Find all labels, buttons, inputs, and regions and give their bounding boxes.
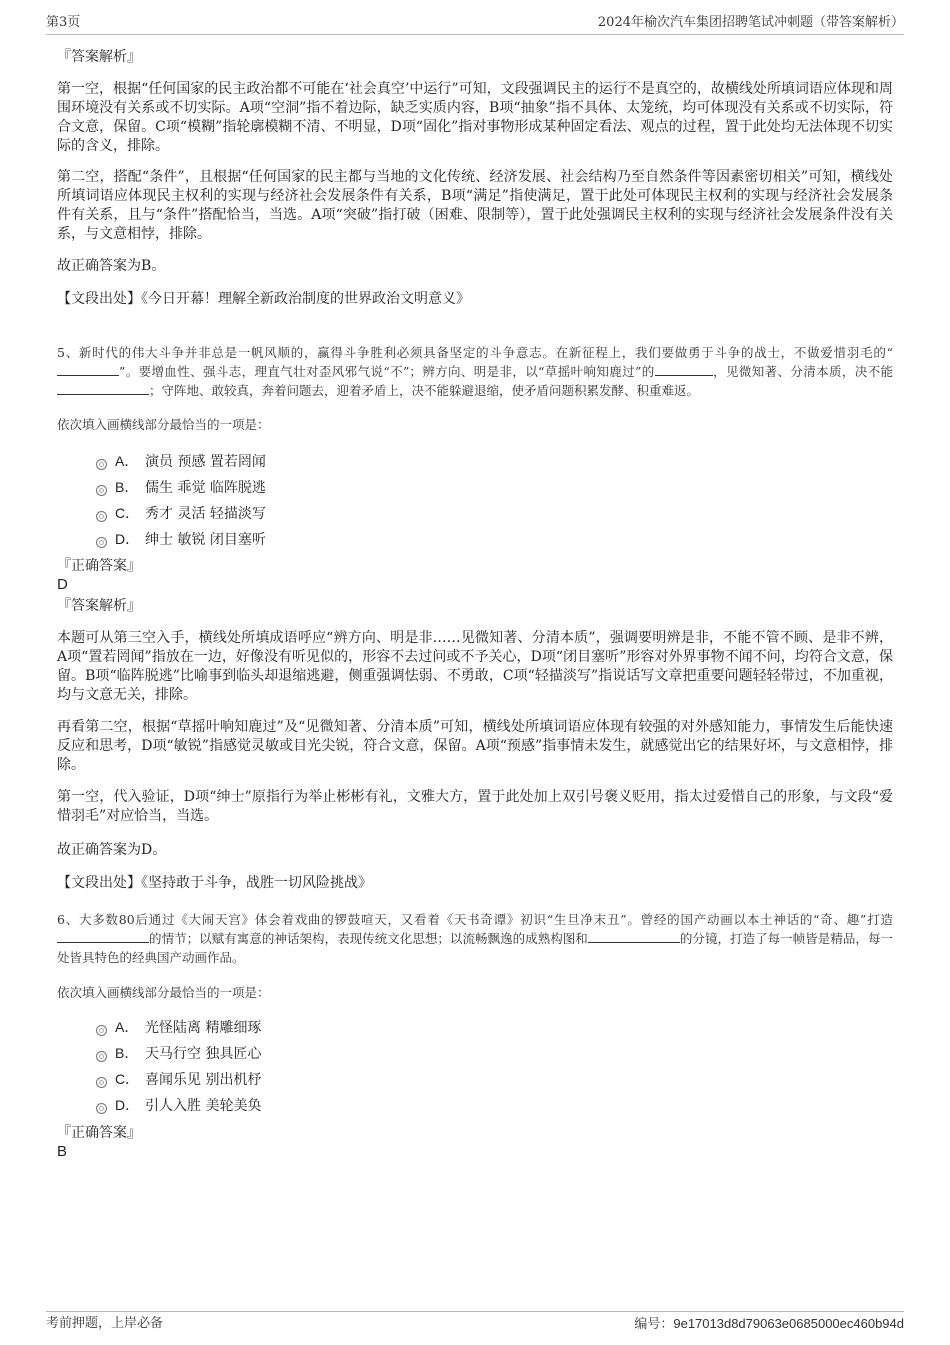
q6-option-c[interactable]: C． 喜闻乐见 别出机杼 <box>96 1068 261 1090</box>
q5-analysis-para-3: 第一空，代入验证，D项“绅士”原指行为举止彬彬有礼，文雅大方，置于此处加上双引号褒义贬用，指太过爱惜自己的形象，与文段“爱惜羽毛”对应恰当，当选。 <box>57 789 893 824</box>
q5-analysis-label: 『答案解析』 <box>57 598 141 614</box>
q6-answer: B <box>57 1143 68 1160</box>
q5-analysis-para-2: 再看第二空，根据“草摇叶响知鹿过”及“见微知著、分清本质”可知，横线处所填词语应体现有较强的对外感知能力，事情发生后能快速反应和思考，D项“敏锐”指感觉灵敏或目光尖锐，符合文意，保留。A项“预感”指事情未发生，就感觉出它的结果好坏，与文意相悖，排除。 <box>57 719 893 773</box>
q6-answer-label: 『正确答案』 <box>57 1125 141 1141</box>
page-header <box>46 14 904 35</box>
q5-analysis-para-1: 本题可从第三空入手，横线处所填成语呼应“辨方向、明是非……见微知著、分清本质”，强调要明辨是非，不能不管不顾、是非不辨，A项“置若罔闻”指放在一边，好像没有听见似的，形容不去过问或不予关心，D项“闭目塞听”形容对外界事物不闻不问，均符合文意，保留。B项“临阵脱逃”比喻事到临头却退缩逃避，侧重强调怯弱、不勇敢，C项“轻描淡写”指说话写文章把重要问题轻轻带过，不加重视，均与文意无关，排除。 <box>57 630 893 703</box>
radio-icon[interactable] <box>96 1077 107 1088</box>
q6-option-b[interactable]: B． 天马行空 独具匠心 <box>96 1042 261 1064</box>
q6-question: 6、大多数80后通过《大闹天宫》体会着戏曲的锣鼓喧天，又看着《天书奇谭》初识“生旦净末丑”。曾经的国产动画以本土神话的“奇、趣”打造的情节；以赋有寓意的神话架构，表现传统文化思想；以流畅飘逸的成熟构图和 的分镜，打造了每一帧皆是精品，每一处皆具特色的经典国产动画作品。 <box>57 912 893 965</box>
q5-blank-3 <box>57 381 149 395</box>
q5-answer: D <box>57 576 68 593</box>
q4-analysis-label: 『答案解析』 <box>57 49 141 65</box>
radio-icon[interactable] <box>96 459 107 470</box>
radio-icon[interactable] <box>96 485 107 496</box>
q5-option-a[interactable]: A． 演员 预感 置若罔闻 <box>96 450 266 472</box>
q5-option-b[interactable]: B． 儒生 乖觉 临阵脱逃 <box>96 476 266 498</box>
q5-instruction: 依次填入画横线部分最恰当的一项是： <box>57 417 270 432</box>
q4-source: 【文段出处】《今日开幕！理解全新政治制度的世界政治文明意义》 <box>57 291 470 307</box>
page-footer <box>46 1311 904 1334</box>
footer-code: 编号：9e17013d8d79063e0685000ec460b94d <box>634 1316 904 1332</box>
radio-icon[interactable] <box>96 1025 107 1036</box>
q6-blank-1 <box>57 929 149 943</box>
q5-blank-2 <box>655 362 713 376</box>
q5-option-c[interactable]: C． 秀才 灵活 轻描淡写 <box>96 502 266 524</box>
q6-instruction: 依次填入画横线部分最恰当的一项是： <box>57 985 270 1000</box>
q5-source: 【文段出处】《坚持敢于斗争，战胜一切风险挑战》 <box>57 875 372 891</box>
q4-conclusion: 故正确答案为B。 <box>57 258 166 274</box>
document-title: 2024年榆次汽车集团招聘笔试冲刺题（带答案解析） <box>597 15 904 30</box>
q6-option-a[interactable]: A． 光怪陆离 精雕细琢 <box>96 1016 261 1038</box>
q5-answer-label: 『正确答案』 <box>57 558 141 574</box>
q5-question: 5、新时代的伟大斗争并非总是一帆风顺的，赢得斗争胜利必须具备坚定的斗争意志。在新征程上，我们要做勇于斗争的战士，不做爱惜羽毛的“”。要增血性、强斗志，理直气壮对歪风邪气说“不”；辨方向、明是非，以“草摇叶响知鹿过”的 ，见微知著、分清本质，决不能；守阵地、敢较真，奔着问题去，迎着矛盾上，决不能躲避退缩，使矛盾问题积累发酵、积重难返。 <box>57 345 893 398</box>
radio-icon[interactable] <box>96 511 107 522</box>
radio-icon[interactable] <box>96 537 107 548</box>
q6-blank-2 <box>588 929 680 943</box>
footer-slogan: 考前押题，上岸必备 <box>46 1316 164 1331</box>
q6-option-d[interactable]: D． 引人入胜 美轮美奂 <box>96 1094 261 1116</box>
radio-icon[interactable] <box>96 1103 107 1114</box>
q5-conclusion: 故正确答案为D。 <box>57 842 167 858</box>
radio-icon[interactable] <box>96 1051 107 1062</box>
q4-analysis-para-2: 第二空，搭配“条件”，且根据“任何国家的民主都与当地的文化传统、经济发展、社会结构乃至自然条件等因素密切相关”可知，横线处所填词语应体现民主权利的实现与经济社会发展条件有关系，B项“满足”指使满足，置于此处可体现民主权利的实现与经济社会发展条件有关系，且与“条件”搭配恰当，当选。A项“突破”指打破（困难、限制等），置于此处强调民主权利的实现与经济社会发展条件没有关系，与文意相悖，排除。 <box>57 169 893 242</box>
q5-blank-1 <box>57 362 119 376</box>
page-number: 第3页 <box>46 15 81 30</box>
q4-analysis-para-1: 第一空，根据“任何国家的民主政治都不可能在‘社会真空’中运行”可知，文段强调民主的运行不是真空的，故横线处所填词语应体现和周围环境没有关系或不切实际。A项“空洞”指不着边际，缺乏实质内容，B项“抽象”指不具体、太笼统，均可体现没有关系或不切实际，符合文意，保留。C项“模糊”指轮廓模糊不清、不明显，D项“固化”指对事物形成某种固定看法、观点的过程，置于此处均无法体现不切实际的含义，排除。 <box>57 81 893 154</box>
q5-option-d[interactable]: D． 绅士 敏锐 闭目塞听 <box>96 528 266 550</box>
